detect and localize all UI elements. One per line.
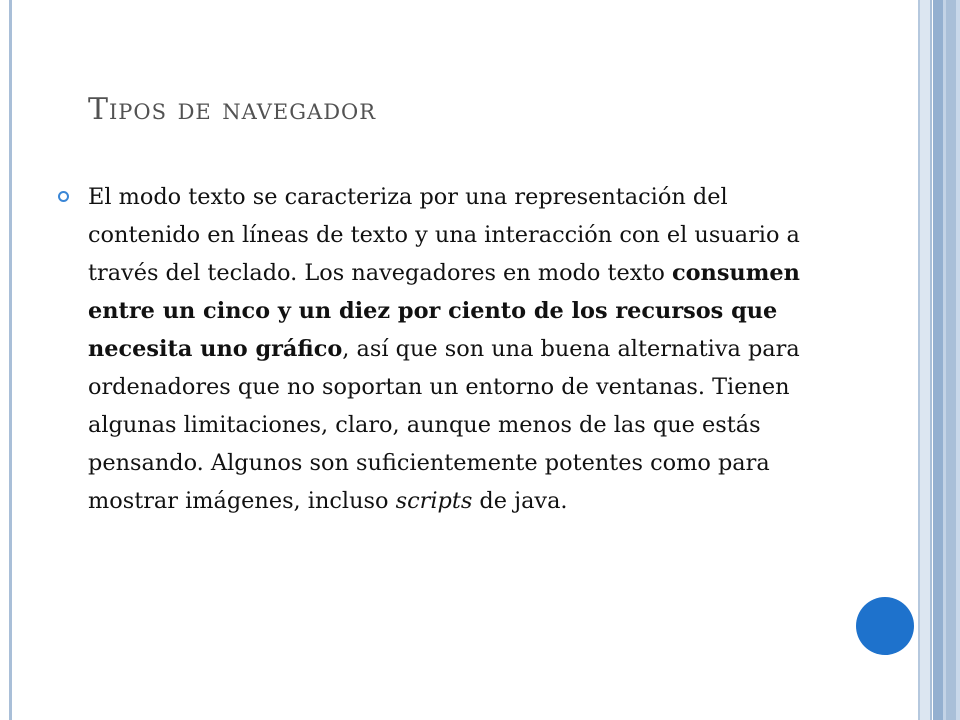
paragraph-text: , así que son una buena alternativa para ordenadores que no soportan un entorno de ventanas. Tienen algunas limitaciones, claro, aunque menos de las que estás pensando. Algunos son suficientemente potentes como para mostrar imágenes, incluso	[88, 336, 800, 514]
paragraph-italic-text: scripts	[395, 488, 473, 514]
slide-title: Tipos de navegador	[88, 92, 377, 127]
paragraph-text: El modo texto se caracteriza por una representación del contenido en líneas de texto y una interacción con el usuario a través del teclado. Los navegadores en modo texto	[88, 184, 800, 286]
right-stripe	[920, 0, 930, 720]
paragraph-bold-text: consumen entre un cinco y un diez por ciento de los recursos que necesita uno gráfico	[88, 260, 800, 362]
paragraph-text: de java.	[472, 488, 568, 514]
right-stripe	[956, 0, 960, 720]
right-stripe	[946, 0, 956, 720]
slide-content	[58, 178, 828, 520]
bullet-item	[58, 178, 828, 520]
left-frame-line	[9, 0, 12, 720]
bullet-paragraph	[88, 178, 828, 520]
right-stripe	[933, 0, 943, 720]
right-stripe	[930, 0, 932, 720]
blue-circle-decoration-icon	[856, 597, 914, 655]
ring-bullet-icon	[58, 191, 69, 202]
